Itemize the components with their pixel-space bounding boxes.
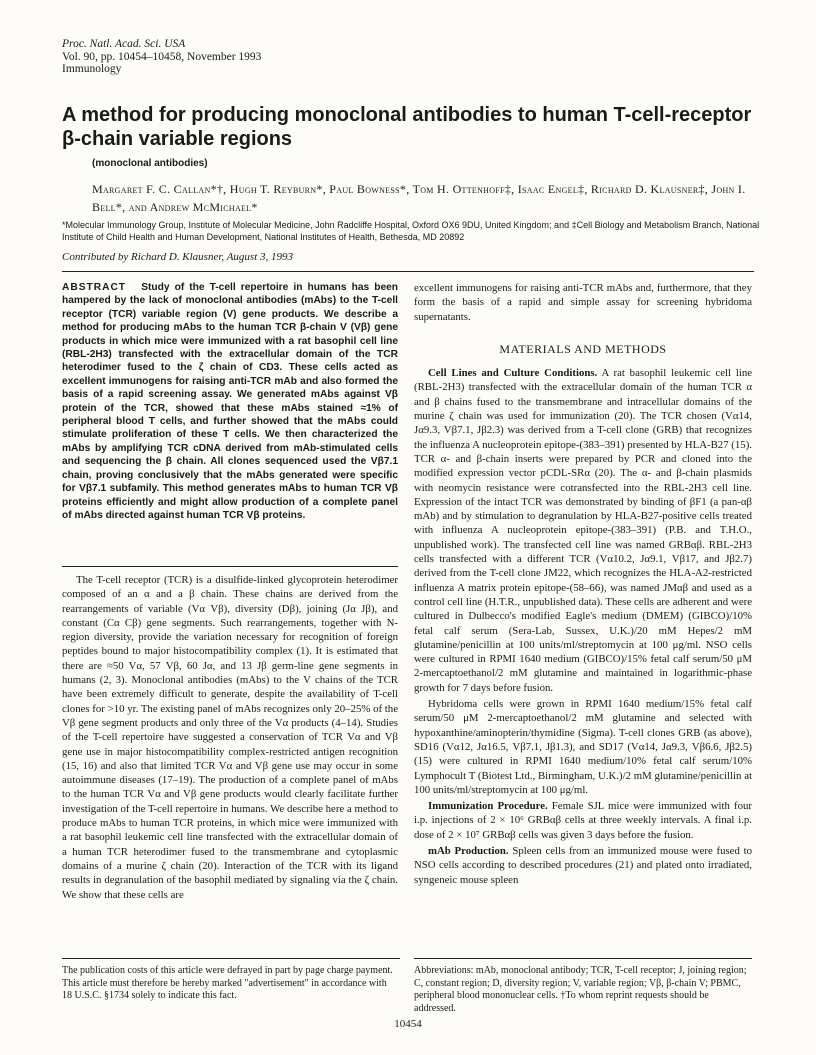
immunization-head: Immunization Procedure. — [428, 800, 548, 813]
keywords: (monoclonal antibodies) — [92, 158, 208, 169]
abstract-label: ABSTRACT — [62, 282, 127, 293]
footnote-rule-right — [414, 958, 752, 959]
intro-paragraph: The T-cell receptor (TCR) is a disulfide-linked glycoprotein heterodimer composed of an α and a β chain. These chains are derived from the rearrangements of variable (Vα Vβ), diversity (Dβ), joining (Jα Jβ), and constant (Cα Cβ) gene segments. Such rearrangements, together with N-region diversity, provide the variation necessary for recognition of foreign peptides bound to major histocompatibility complex (1). It is estimated that there are ≈50 Vα, 57 Vβ, 60 Jα, and 13 Jβ germ-line gene segments in humans (2, 3). Monoclonal antibodies (mAbs) to the V chains of the TCR have been extremely difficult to generate, despite the availability of T-cell clones for >10 yr. The existing panel of mAbs recognizes only 20–25% of the Vβ gene segment products and only three of the Vα products (4–14). Studies of the T-cell repertoire have suggested a conservation of TCR Vα and Vβ gene use in major histocompatibility complex-restricted antigen recognition (15, 16) and also that limited TCR Vα and Vβ gene use may occur in some autoimmune diseases (17–19). The production of a complete panel of mAbs to the human TCR Vα and Vβ gene products would clearly facilitate further investigation of the T-cell repertoire in humans. We describe here a method to produce mAbs to human TCR proteins, in which mice were immunized with a rat basophil leukemic cell line transfected with the extracellular domain of a human TCR heterodimer fused to the transmembrane and cytoplasmic domains of a murine ζ chain (20). Interaction of the TCR with its ligand results in degranulation of the basophil mediated by signaling via the ζ chain. We show that these cells are — [62, 574, 398, 901]
journal-name: Proc. Natl. Acad. Sci. USA — [62, 38, 186, 50]
mab-production-paragraph — [414, 844, 752, 887]
footnote-rule-left — [62, 958, 400, 959]
mab-production-text: Spleen cells from an immunized mouse were fused to NSO cells according to described procedures (21) and plated onto irradiated, syngeneic mouse spleen — [414, 844, 752, 886]
abstract-rule — [62, 566, 398, 567]
cell-lines-paragraph — [414, 366, 752, 695]
right-column — [414, 281, 752, 889]
section-label: Immunology — [62, 63, 122, 75]
contributed-by: Contributed by Richard D. Klausner, August 3, 1993 — [62, 251, 293, 263]
publication-costs-note: The publication costs of this article were defrayed in part by page charge payment. This article must therefore be hereby marked "advertisement" in accordance with 18 U.S.C. §1734 solely to indicate this fact. — [62, 965, 393, 1001]
methods-heading: MATERIALS AND METHODS — [499, 341, 667, 356]
paper-title: A method for producing monoclonal antibodies to human T-cell-receptor β-chain variable regions — [62, 104, 752, 150]
hybridoma-paragraph: Hybridoma cells were grown in RPMI 1640 medium/15% fetal calf serum/50 μM 2-mercaptoethanol/2 mM glutamine and selected with hypoxanthine/aminopterin/thymidine (Sigma). T-cell clones GRB (as above), SD16 (Vα12, Jα16.5, Vβ7.1, Jβ1.3), and SD17 (Vα14, Jα9.3, Vβ6.6, Jβ2.5) (15) were cultured in RPMI 1640 medium/10% fetal calf serum/10% Lymphocult T (Biotest Ltd., Birmingham, U.K.)/2 mM glutamine/penicillin at 100 units/ml/streptomycin at 100 μg/ml. — [414, 698, 752, 796]
author-list: Margaret F. C. Callan*†, Hugh T. Reyburn*, Paul Bowness*, Tom H. Ottenhoff‡, Isaac Engel‡, Richard D. Klausner‡, John I. Bell*, and Andrew McMichael* — [92, 182, 746, 214]
abstract-text: Study of the T-cell repertoire in humans has been hampered by the lack of monoclonal antibodies (mAbs) to the T-cell receptor (TCR) variable region (V) gene products. We describe a method for producing mAbs to the human TCR β-chain V (Vβ) gene products in which mice were immunized with a rat basophil cell line (RBL-2H3) transfected with the extracellular domain of the TCR heterodimer fused to the ζ chain of CD3. These cells acted as excellent immunogens for raising anti-TCR mAb and also formed the basis of a rapid screening assay. We generated mAbs against Vβ protein of the TCR, showed that these mAbs stained ≈1% of peripheral blood T cells, and further showed that the mAbs could stimulate proliferation of these T cells. We then characterized the mAbs by amplifying TCR cDNA derived from mAb-stimulated cells and sequencing the β chain. All clones sequenced used the Vβ7.1 chain, proving conclusively that the mAbs generated were specific for Vβ7.1 subfamily. This method generates mAbs to human TCR Vβ proteins efficiently and might allow production of a complete panel of mAbs directed against human TCR Vβ proteins. — [62, 282, 398, 521]
abbreviations-note: Abbreviations: mAb, monoclonal antibody; TCR, T-cell receptor; J, joining region; C, constant region; D, diversity region; V, variable region; Vβ, β-chain V; PBMC, peripheral blood mononuclear cells. †To whom reprint requests should be addressed. — [414, 965, 747, 1014]
intro-continuation: excellent immunogens for raising anti-TCR mAbs and, furthermore, that they form the basis of a rapid and simple assay for screening hybridoma supernatants. — [414, 282, 752, 323]
header-rule — [62, 271, 754, 272]
immunization-paragraph — [414, 799, 752, 842]
cell-lines-head: Cell Lines and Culture Conditions. — [428, 367, 598, 380]
volume-info: Vol. 90, pp. 10454–10458, November 1993 — [62, 50, 262, 63]
mab-production-head: mAb Production. — [428, 844, 509, 857]
affiliations: *Molecular Immunology Group, Institute of Molecular Medicine, John Radcliffe Hospital, Oxford OX6 9DU, United Kingdom; and ‡Cell Biology and Metabolism Branch, National Institute of Child Health and Human Development, National Institutes of Health, Bethesda, MD 20892 — [62, 220, 760, 242]
abstract — [62, 281, 398, 522]
immunization-text: Female SJL mice were immunized with four i.p. injections of 2 × 10⁶ GRBαβ cells at three weekly intervals. A final i.p. dose of 2 × 10⁷ GRBαβ cells was given 3 days before the fusion. — [414, 800, 752, 841]
page-number: 10454 — [394, 1018, 422, 1030]
introduction — [62, 573, 398, 902]
cell-lines-text: A rat basophil leukemic cell line (RBL-2H3) transfected with the extracellular domain of the human TCR α and β chains fused to the transmembrane and intracellular domains of the murine ζ chain was used for immunization (20). The TCR chosen (Vα14, Jα9.3, Vβ7.1, Jβ2.3) was derived from a T-cell clone (GRB) that recognizes the influenza A nucleoprotein epitope-(383–391) presented by HLA-B27 (15). TCR α- and β-chain inserts were prepared by PCR and cloned into the modified expression vector pCDL-SRα (20). The α- and β-chain plasmids with neomycin resistance were cotransfected into the RBL-2H3 cell line. Expression of the intact TCR was demonstrated by binding of βF1 (a pan-αβ mAb) and by stimulation to degranulation by HLA-B27-positive cells treated with influenza A nucleoprotein epitope-(383–391) (P.B. and T.H.O., unpublished work). The transfected cell line was named GRBαβ. RBL-2H3 cells transfected with a different TCR (Vα10.2, Jα9.1, Vβ17, and Jβ2.7) derived from the T-cell clone JM22, which recognizes the HLA-A2-restricted influenza A matrix protein epitope-(58–66), was named JMαβ and used as a control cell line (H.T.R., unpublished data). These cells are adherent and were cultured in Dulbecco's modified Eagle's medium (DMEM) (GIBCO)/10% fetal calf serum (Sera-Lab, Sussex, U.K.)/20 mM Hepes/2 mM glutamine/penicillin at 100 units/ml/streptomycin at 100 μg/ml. NSO cells were cultured in RPMI 1640 medium (GIBCO)/15% fetal calf serum/50 μM 2-mercaptoethanol/2 mM glutamine and maintained in logarithmic-phase growth for 7 days before fusion. — [414, 367, 753, 694]
journal-header — [62, 38, 261, 76]
